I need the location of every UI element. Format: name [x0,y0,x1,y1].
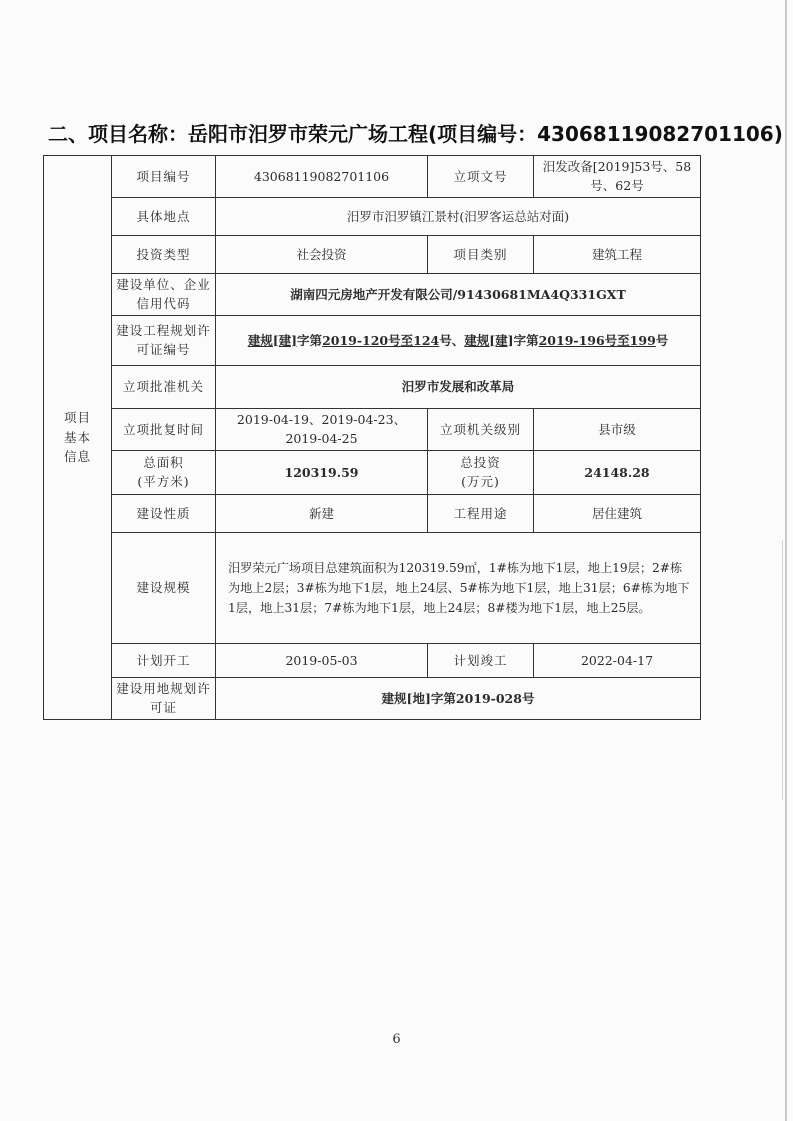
label-approval-authority: 立项批准机关 [112,365,216,408]
row-nature [44,494,701,532]
label-area-line2: (平方米) [137,474,190,490]
row-investment-type [44,235,701,273]
value-usage: 居住建筑 [534,494,701,532]
label-planned-start: 计划开工 [112,643,216,677]
page-number: 6 [392,1032,401,1047]
row-project-no [44,156,701,198]
row-approval-time [44,408,701,450]
label-scale: 建设规模 [112,532,216,643]
section-title: 二、项目名称：岳阳市汨罗市荣元广场工程(项目编号：43068119082701106) [48,122,783,146]
value-approval-doc: 汨发改备[2019]53号、58号、62号 [534,156,701,198]
value-project-category: 建筑工程 [534,235,701,273]
value-investment-type: 社会投资 [216,235,428,273]
label-authority-level: 立项机关级别 [428,408,534,450]
scan-edge [785,0,787,1121]
label-land-permit: 建设用地规划许可证 [112,677,216,719]
label-investment-line2: (万元) [461,474,500,490]
project-info-table [43,155,701,720]
label-planned-end: 计划竣工 [428,643,534,677]
label-builder: 建设单位、企业信用代码 [112,273,216,315]
label-location: 具体地点 [112,197,216,235]
value-planned-start: 2019-05-03 [216,643,428,677]
value-planned-end: 2022-04-17 [534,643,701,677]
value-approval-time: 2019-04-19、2019-04-23、2019-04-25 [216,408,428,450]
row-approval-authority [44,365,701,408]
permit-part-4: 号、 [439,332,465,348]
value-permit [216,315,701,365]
permit-part-2: 字第 [297,332,323,348]
label-approval-time: 立项批复时间 [112,408,216,450]
permit-part-6: 字第 [513,332,539,348]
label-area-line1: 总面积 [143,454,184,470]
label-project-no: 项目编号 [112,156,216,198]
label-permit: 建设工程规划许可证编号 [112,315,216,365]
label-investment-line1: 总投资 [460,454,501,470]
row-permit [44,315,701,365]
value-scale: 汨罗荣元广场项目总建筑面积为120319.59㎡，1#栋为地下1层，地上19层；2#栋为地上2层；3#栋为地下1层，地上24层、5#栋为地下1层，地上31层；6#栋为地下1层，地上31层；7#栋为地下1层，地上24层；8#楼为地下1层，地上25层。 [216,532,701,643]
permit-part-3: 2019-120号至124 [322,332,440,348]
row-area [44,450,701,494]
value-approval-authority: 汨罗市发展和改革局 [216,365,701,408]
value-project-no: 43068119082701106 [216,156,428,198]
row-builder [44,273,701,315]
label-area [112,450,216,494]
label-total-investment [428,450,534,494]
side-label: 项目基本信息 [44,156,112,720]
value-nature: 新建 [216,494,428,532]
label-investment-type: 投资类型 [112,235,216,273]
label-usage: 工程用途 [428,494,534,532]
value-builder: 湖南四元房地产开发有限公司/91430681MA4Q331GXT [216,273,701,315]
row-scale [44,532,701,643]
permit-part-7: 2019-196号至199 [538,332,656,348]
value-total-investment: 24148.28 [534,450,701,494]
label-approval-doc: 立项文号 [428,156,534,198]
value-authority-level: 县市级 [534,408,701,450]
row-land-permit [44,677,701,719]
row-schedule [44,643,701,677]
value-land-permit: 建规[地]字第2019-028号 [216,677,701,719]
permit-part-8: 号 [655,332,669,348]
label-nature: 建设性质 [112,494,216,532]
permit-part-5: 建规[建] [464,332,514,348]
value-location: 汨罗市汨罗镇江景村(汨罗客运总站对面) [216,197,701,235]
scan-edge-inner [782,540,783,800]
label-project-category: 项目类别 [428,235,534,273]
permit-part-1: 建规[建] [247,332,298,348]
value-area: 120319.59 [216,450,428,494]
row-location [44,197,701,235]
